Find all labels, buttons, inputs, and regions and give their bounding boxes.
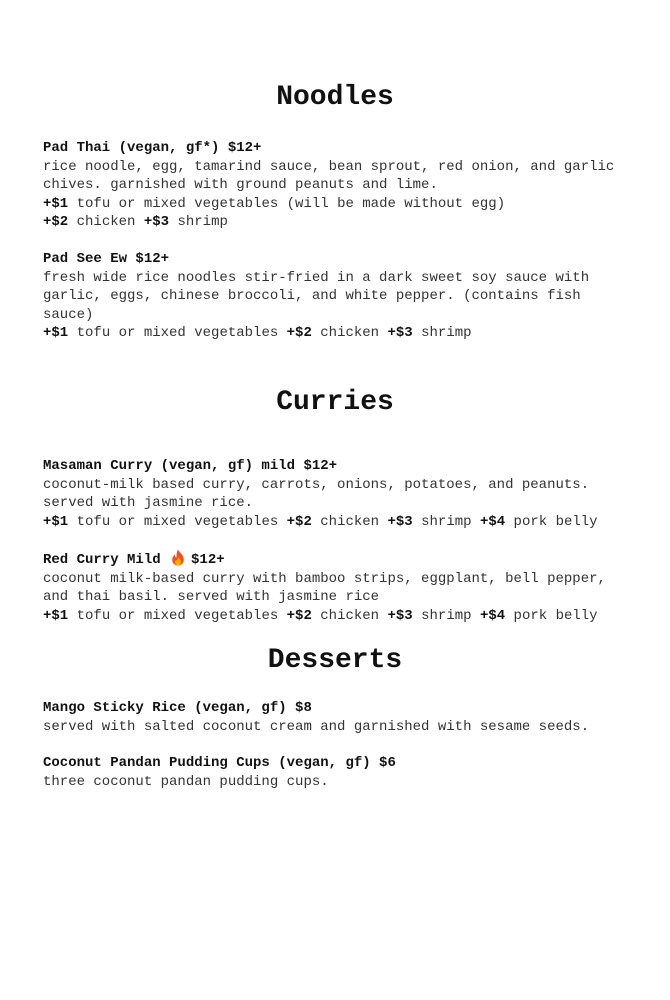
addon-text: chicken <box>311 325 388 342</box>
item-description-line: chives. garnished with ground peanuts and lime. <box>43 177 438 194</box>
menu-item-masaman-curry <box>43 457 643 531</box>
addon-price: +$2 <box>286 607 312 624</box>
addon-price: +$1 <box>43 513 69 530</box>
item-addons <box>43 213 643 232</box>
item-addons <box>43 513 643 532</box>
addon-price: +$2 <box>286 513 312 530</box>
addon-price: +$1 <box>43 325 69 342</box>
item-addons <box>43 324 643 343</box>
menu-item-pad-see-ew <box>43 250 643 343</box>
item-description-line: served with jasmine rice. <box>43 495 254 512</box>
menu-item-mango-sticky-rice <box>43 699 643 736</box>
addon-price: +$4 <box>479 607 506 624</box>
addon-text: chicken <box>311 607 388 624</box>
item-description-line: coconut milk-based curry with bamboo strips, eggplant, bell pepper, <box>43 570 606 587</box>
menu-item-pad-thai <box>43 139 643 232</box>
addon-price: +$1 <box>43 607 69 624</box>
item-description-line: fresh wide rice noodles stir-fried in a dark sweet soy sauce with <box>43 269 590 286</box>
addon-text: tofu or mixed vegetables (will be made without egg) <box>68 195 506 212</box>
addon-price: +$3 <box>387 607 413 624</box>
item-description-line: garlic, eggs, chinese broccoli, and white pepper. (contains fish <box>43 288 581 305</box>
item-title: Masaman Curry (vegan, gf) mild $12+ <box>43 458 338 474</box>
addon-price: +$2 <box>43 214 69 231</box>
addon-price: +$3 <box>387 325 413 342</box>
addon-text: shrimp <box>412 513 480 530</box>
item-title: Mango Sticky Rice (vegan, gf) $8 <box>43 700 312 716</box>
item-description-line: three coconut pandan pudding cups. <box>43 773 329 790</box>
section-title-noodles: Noodles <box>276 82 394 113</box>
addon-price: +$2 <box>286 325 312 342</box>
addon-text: tofu or mixed vegetables <box>68 325 287 342</box>
item-description-line: and thai basil. served with jasmine rice <box>43 589 380 606</box>
addon-text: tofu or mixed vegetables <box>68 513 287 530</box>
addon-text: tofu or mixed vegetables <box>68 607 287 624</box>
addon-price: +$1 <box>43 195 69 212</box>
fire-icon <box>171 549 185 566</box>
addon-price: +$4 <box>479 513 506 530</box>
addon-text: pork belly <box>505 607 598 624</box>
item-title-text: Red Curry Mild <box>43 552 161 568</box>
menu-item-coconut-pandan-pudding <box>43 754 643 791</box>
addon-text: chicken <box>311 513 388 530</box>
item-title <box>43 549 643 570</box>
addon-text: pork belly <box>505 513 598 530</box>
section-title-desserts: Desserts <box>267 645 403 676</box>
addon-price: +$3 <box>387 513 413 530</box>
item-description-line: coconut-milk based curry, carrots, onions, potatoes, and peanuts. <box>43 476 590 493</box>
item-addons <box>43 607 643 626</box>
item-description-line: rice noodle, egg, tamarind sauce, bean sprout, red onion, and garlic <box>43 158 615 175</box>
item-title: Coconut Pandan Pudding Cups (vegan, gf) $6 <box>43 755 396 771</box>
item-description-line: sauce) <box>43 306 94 323</box>
item-title-price: $12+ <box>191 552 225 568</box>
menu-item-red-curry <box>43 549 643 625</box>
addon-price: +$3 <box>143 214 170 231</box>
addon-text: shrimp <box>412 325 472 342</box>
item-description-line: served with salted coconut cream and garnished with sesame seeds. <box>43 718 590 735</box>
addon-text: shrimp <box>169 214 228 231</box>
section-title-curries: Curries <box>276 387 394 418</box>
item-title: Pad See Ew $12+ <box>43 251 170 267</box>
addon-text: shrimp <box>412 607 480 624</box>
addon-text: chicken <box>68 214 144 231</box>
item-addons <box>43 195 643 214</box>
item-title: Pad Thai (vegan, gf*) $12+ <box>43 140 262 156</box>
